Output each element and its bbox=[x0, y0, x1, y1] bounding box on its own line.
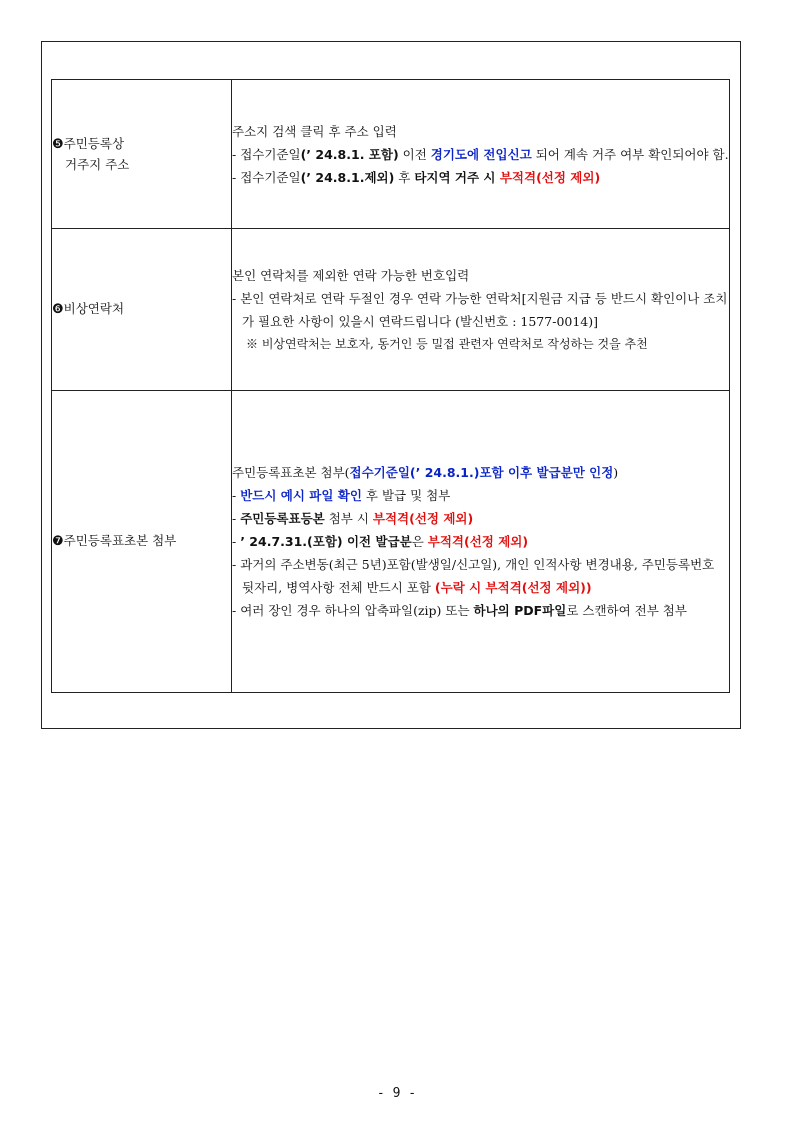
content-intro: 본인 연락처를 제외한 연락 가능한 번호입력 bbox=[232, 267, 470, 283]
bullet-item: - 과거의 주소변동(최근 5년)포함(발생일/신고일), 개인 인적사항 변경내용, 주민등록번호 뒷자리, 병역사항 전체 반드시 포함 (누락 시 부적격(선정 제외)) bbox=[232, 557, 715, 595]
bullet-item: - 본인 연락처로 연락 두절인 경우 연락 가능한 연락처[지원금 지급 등 반드시 확인이나 조치가 필요한 사항이 있을시 연락드립니다 (발신번호 : 1577-0014)] bbox=[232, 290, 728, 329]
circled-number-5: ❺ bbox=[52, 136, 64, 152]
highlight-blue: 반드시 예시 파일 확인 bbox=[240, 488, 362, 503]
bullet-item: - ’ 24.7.31.(포함) 이전 발급분은 부적격(선정 제외) bbox=[232, 534, 529, 549]
table-row bbox=[52, 229, 730, 391]
content-intro: 주소지 검색 클릭 후 주소 입력 bbox=[232, 123, 397, 139]
row-content-resident-abstract bbox=[232, 391, 730, 693]
label-text: 주민등록표초본 첨부 bbox=[63, 533, 177, 548]
bullet-item: - 접수기준일(’ 24.8.1. 포함) 이전 경기도에 전입신고 되어 계속 거주 여부 확인되어야 함. bbox=[232, 146, 729, 162]
highlight-red: 부적격(선정 제외) bbox=[427, 534, 529, 549]
table-row bbox=[52, 391, 730, 693]
application-guide-table bbox=[51, 79, 730, 693]
highlight-red: 부적격(선정 제외) bbox=[372, 511, 474, 526]
highlight-blue: 접수기준일(’ 24.8.1.)포함 이후 발급분만 인정 bbox=[349, 465, 614, 480]
row-content-emergency-contact bbox=[232, 229, 730, 391]
document-frame bbox=[41, 41, 741, 729]
bullet-item: - 여러 장인 경우 하나의 압축파일(zip) 또는 하나의 PDF파일로 스캔하여 전부 첨부 bbox=[232, 603, 687, 618]
note-text: ※ 비상연락처는 보호자, 동거인 등 밀접 관련자 연락처로 작성하는 것을 추천 bbox=[246, 336, 648, 351]
circled-number-6: ❻ bbox=[52, 302, 64, 317]
content-intro: 주민등록표초본 첨부(접수기준일(’ 24.8.1.)포함 이후 발급분만 인정) bbox=[232, 465, 619, 480]
row-label-emergency-contact bbox=[52, 229, 232, 391]
table-row bbox=[52, 80, 730, 229]
circled-number-7: ❼ bbox=[52, 534, 64, 549]
bullet-item: - 반드시 예시 파일 확인 후 발급 및 첨부 bbox=[232, 488, 451, 503]
highlight-blue: 경기도에 전입신고 bbox=[430, 146, 532, 162]
bullet-item: - 접수기준일(’ 24.8.1.제외) 후 타지역 거주 시 부적격(선정 제외) bbox=[232, 169, 601, 185]
label-text: 거주지 주소 bbox=[65, 156, 130, 172]
label-text: 비상연락처 bbox=[63, 301, 125, 316]
row-content-address bbox=[232, 80, 730, 229]
highlight-red: (누락 시 부적격(선정 제외)) bbox=[434, 580, 592, 595]
page-number: - 9 - bbox=[376, 1086, 417, 1101]
bullet-item: - 주민등록표등본 첨부 시 부적격(선정 제외) bbox=[232, 511, 474, 526]
label-text: 주민등록상 bbox=[63, 135, 125, 151]
highlight-red: 부적격(선정 제외) bbox=[499, 169, 601, 185]
row-label-address bbox=[52, 80, 232, 229]
row-label-resident-abstract bbox=[52, 391, 232, 693]
